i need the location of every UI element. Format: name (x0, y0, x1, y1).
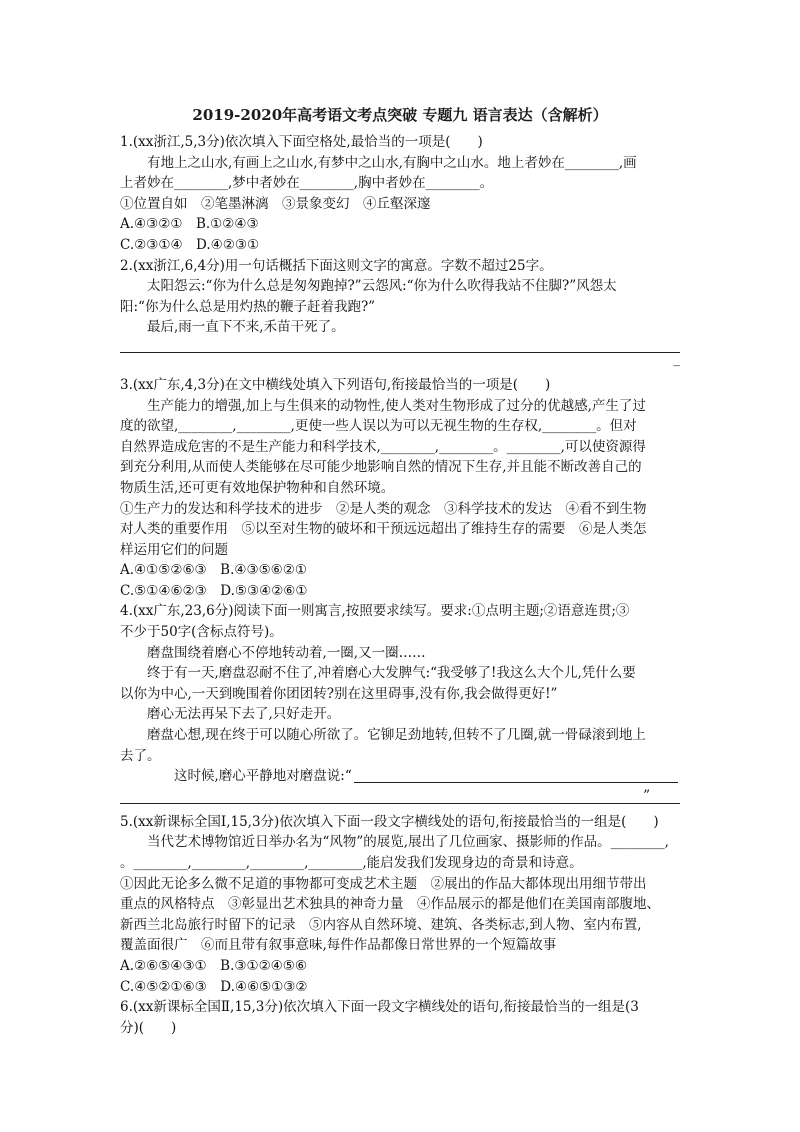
question-1 (120, 132, 680, 256)
question-3-items-line3: 样运用它们的问题 (120, 541, 228, 558)
question-3-stem: 3.(xx广东,4,3分)在文中横线处填入下列语句,衔接最恰当的一项是( ) (120, 376, 551, 393)
question-4 (120, 601, 680, 803)
question-4-fable-p2-cont: 以你为中心,一天到晚围着你团团转?别在这里碍事,没有你,我会做得更好!” (120, 685, 558, 702)
question-1-items: ①位置自如 ②笔墨淋漓 ③景象变幻 ④丘壑深邃 (120, 195, 431, 212)
question-1-stem: 1.(xx浙江,5,3分)依次填入下面空格处,最恰当的一项是( ) (120, 134, 483, 150)
question-5 (120, 812, 680, 997)
question-2-passage-cont: 阳:“你为什么总是用灼热的鞭子赶着我跑?” (120, 298, 376, 315)
question-2-passage-end: 最后,雨一直下不来,禾苗干死了。 (147, 319, 345, 336)
question-3-passage-line4: 到充分利用,从而使人类能够在尽可能少地影响自然的情况下生存,并且能不断改善自己的 (120, 459, 642, 476)
document-body (120, 132, 680, 1038)
question-3-options-ab: A.④①⑤②⑥③ B.④③⑤⑥②① (120, 562, 307, 579)
document-title: 2019-2020年高考语文考点突破 专题九 语言表达（含解析） (192, 106, 608, 124)
question-1-options-cd: C.②③①④ D.④②③① (120, 236, 260, 253)
question-3-passage-line3: 自然界造成危害的不是生产能力和科学技术,________,________。________,可以使资源得 (120, 438, 646, 455)
question-5-items: ①因此无论多么微不足道的事物都可变成艺术主题 ②展出的作品大都体现出用细节带出 (120, 875, 647, 892)
question-6-stem-cont: 分)( ) (120, 1019, 177, 1036)
question-5-options-ab: A.②⑥⑤④③① B.③①②④⑤⑥ (120, 957, 307, 974)
continuation-line-end: ” (120, 789, 680, 804)
question-1-options-ab: A.④③②① B.①②④③ (120, 216, 259, 233)
question-5-passage-cont: 。________,________,________,________,能启发我们发现身边的奇景和诗意。 (120, 855, 583, 871)
question-4-fable-p2: 终于有一天,磨盘忍耐不住了,冲着磨心大发脾气:“我受够了!我这么大个儿,凭什么要 (147, 665, 636, 682)
question-3 (120, 375, 680, 602)
question-5-items-line2: 重点的风格特点 ③彰显出艺术独具的神奇力量 ④作品展示的都是他们在美国南部腹地、 (120, 896, 660, 913)
question-3-passage-line2: 度的欲望,________,________,更使一些人误以为可以无视生物的生存权,________。但对 (120, 418, 637, 435)
question-4-fable-p3: 磨心无法再呆下去了,只好走开。 (147, 706, 341, 723)
continuation-blank (354, 768, 678, 783)
answer-line-tail: _ (673, 350, 680, 367)
question-3-passage-line5: 物质生活,还可更有效地保护物种和自然环境。 (120, 479, 395, 496)
question-4-stem: 4.(xx广东,23,6分)阅读下面一则寓言,按照要求续写。要求:①点明主题;②语意连贯;③ (120, 603, 630, 620)
question-4-fable-p4-cont: 去了。 (120, 747, 161, 764)
continuation-line (120, 766, 680, 787)
question-3-items: ①生产力的发达和科学技术的进步 ②是人类的观念 ③科学技术的发达 ④看不到生物 (120, 500, 647, 517)
question-3-passage: 生产能力的增强,加上与生俱来的动物性,使人类对生物形成了过分的优越感,产生了过 (147, 397, 646, 414)
question-4-stem-cont: 不少于50字(含标点符号)。 (120, 624, 283, 641)
question-3-items-line2: 对人类的重要作用 ⑤以至对生物的破坏和干预远远超出了维持生存的需要 ⑥是人类怎 (120, 521, 647, 538)
question-4-prompt: 这时候,磨心平静地对磨盘说:“ (174, 768, 352, 785)
question-5-stem: 5.(xx新课标全国Ⅰ,15,3分)依次填入下面一段文字横线处的语句,衔接最恰当的一组是( ) (120, 813, 659, 830)
question-2-stem: 2.(xx浙江,6,4分)用一句话概括下面这则文字的寓意。字数不超过25字。 (120, 257, 553, 274)
question-4-fable-p4: 磨盘心想,现在终于可以随心所欲了。它铆足劲地转,但转不了几圈,就一骨碌滚到地上 (147, 727, 646, 744)
question-2 (120, 256, 680, 365)
question-5-passage: 当代艺术博物馆近日举办名为“风物”的展览,展出了几位画家、摄影师的作品。________, (147, 834, 669, 851)
question-1-text-cont: 上者妙在________,梦中者妙在________,胸中者妙在________。 (120, 175, 494, 192)
question-6 (120, 997, 680, 1038)
question-3-options-cd: C.⑤①④⑥②③ D.⑤③④②⑥① (120, 582, 308, 599)
question-4-fable-p1: 磨盘围绕着磨心不停地转动着,一圈,又一圈…… (147, 644, 426, 661)
question-1-text: 有地上之山水,有画上之山水,有梦中之山水,有胸中之山水。地上者妙在________,画 (147, 154, 637, 171)
question-2-passage: 太阳怨云:“你为什么总是匆匆跑掉?”云怨风:“你为什么吹得我站不住脚?”风怨太 (147, 278, 617, 295)
question-6-stem: 6.(xx新课标全国Ⅱ,15,3分)依次填入下面一段文字横线处的语句,衔接最恰当的一组是(3 (120, 999, 639, 1016)
answer-line (120, 342, 680, 353)
question-5-options-cd: C.④⑤②①⑥③ D.④⑥⑤①③② (120, 978, 308, 995)
question-5-items-line4: 覆盖面很广 ⑥而且带有叙事意味,每件作品都像日常世界的一个短篇故事 (120, 937, 557, 954)
question-5-items-line3: 新西兰北岛旅行时留下的记录 ⑤内容从自然环境、建筑、各类标志,到人物、室内布置, (120, 916, 642, 933)
